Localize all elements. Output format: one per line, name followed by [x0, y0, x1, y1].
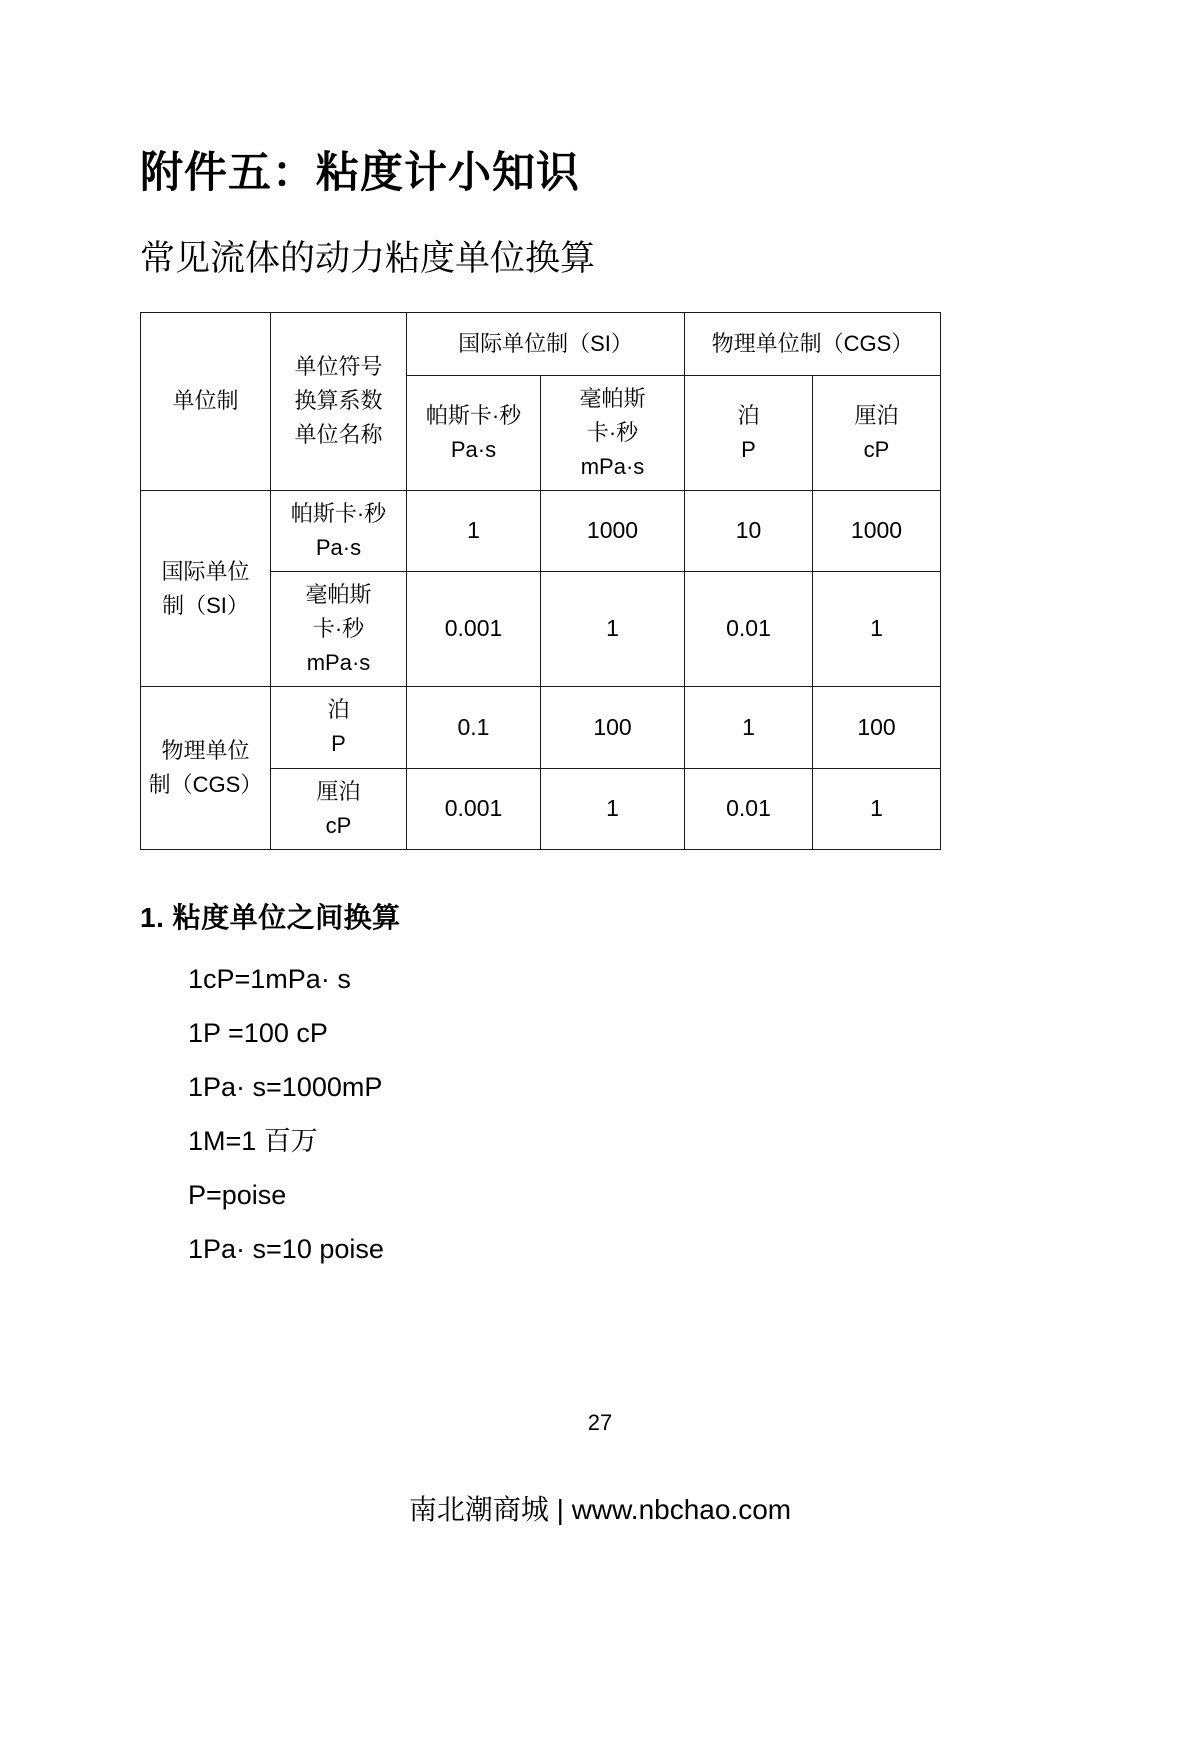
cell-cp-to-pas: 0.001 — [407, 768, 541, 849]
row-unit-millipascal-second-name2: 卡·秒 — [312, 616, 365, 642]
header-col-poise-name: 泊 — [737, 402, 760, 428]
row-unit-poise-symbol: P — [331, 731, 346, 757]
cell-pas-to-pas: 1 — [407, 490, 541, 571]
row-unit-poise — [271, 687, 407, 768]
header-col-millipascal-second-name2: 卡·秒 — [586, 419, 639, 445]
page-number: 27 — [587, 1410, 613, 1435]
corner-line-conversion-factor: 换算系数 — [294, 388, 383, 414]
rowgroup-label-si — [141, 490, 271, 686]
header-cell-corner-stack — [271, 312, 407, 490]
cell-cp-to-mpas: 1 — [541, 768, 685, 849]
header-col-millipascal-second-symbol: mPa·s — [580, 453, 645, 479]
header-col-poise — [685, 375, 813, 490]
header-col-pascal-second — [407, 375, 541, 490]
header-group-si: 国际单位制（SI） — [407, 312, 685, 375]
header-group-cgs: 物理单位制（CGS） — [685, 312, 941, 375]
cell-pas-to-cp: 1000 — [813, 490, 941, 571]
page-subtitle: 常见流体的动力粘度单位换算 — [140, 238, 596, 278]
cell-p-to-cp: 100 — [813, 687, 941, 768]
corner-line-unit-name: 单位名称 — [294, 422, 383, 448]
row-unit-centipoise — [271, 768, 407, 849]
row-unit-pascal-second-name: 帕斯卡·秒 — [290, 500, 387, 526]
cell-pas-to-p: 10 — [685, 490, 813, 571]
row-unit-poise-name: 泊 — [327, 697, 350, 723]
page-footer: 南北潮商城 | www.nbchao.com — [408, 1494, 792, 1525]
cell-pas-to-mpas: 1000 — [541, 490, 685, 571]
system-label-text: 单位制 — [172, 388, 239, 414]
table-row — [141, 687, 941, 768]
cell-cp-to-cp: 1 — [813, 768, 941, 849]
list-item: P=poise — [188, 1179, 287, 1210]
table-header-group-row — [141, 312, 941, 375]
cell-p-to-p: 1 — [685, 687, 813, 768]
cell-mpas-to-pas: 0.001 — [407, 572, 541, 687]
header-col-poise-symbol: P — [741, 436, 756, 462]
cell-mpas-to-cp: 1 — [813, 572, 941, 687]
rowgroup-label-si-line1: 国际单位 — [161, 558, 250, 584]
header-cell-system-label — [141, 312, 271, 490]
row-unit-millipascal-second-symbol: mPa·s — [306, 650, 371, 676]
rowgroup-label-cgs-line1: 物理单位 — [161, 737, 250, 763]
row-unit-centipoise-name: 厘泊 — [316, 778, 361, 804]
row-unit-millipascal-second-name1: 毫帕斯 — [305, 582, 372, 608]
list-item: 1M=1 百万 — [188, 1125, 318, 1156]
table-row — [141, 490, 941, 571]
list-item: 1cP=1mPa· s — [188, 963, 351, 994]
header-col-millipascal-second — [541, 375, 685, 490]
row-unit-pascal-second-symbol: Pa·s — [315, 534, 362, 560]
row-unit-millipascal-second — [271, 572, 407, 687]
viscosity-conversion-table — [140, 312, 941, 850]
header-col-millipascal-second-name1: 毫帕斯 — [579, 385, 646, 411]
rowgroup-label-cgs — [141, 687, 271, 849]
page-title: 附件五：粘度计小知识 — [140, 149, 580, 197]
header-col-pascal-second-name: 帕斯卡·秒 — [425, 402, 522, 428]
rowgroup-label-si-line2: 制（SI） — [162, 592, 249, 618]
header-col-centipoise — [813, 375, 941, 490]
cell-cp-to-p: 0.01 — [685, 768, 813, 849]
corner-line-unit-symbol: 单位符号 — [294, 354, 383, 380]
header-col-pascal-second-symbol: Pa·s — [450, 436, 497, 462]
formula-list — [140, 936, 1060, 1276]
rowgroup-label-cgs-line2: 制（CGS） — [148, 772, 263, 798]
row-unit-centipoise-symbol: cP — [325, 812, 352, 838]
cell-p-to-pas: 0.1 — [407, 687, 541, 768]
list-item: 1P =100 cP — [188, 1017, 328, 1048]
cell-mpas-to-p: 0.01 — [685, 572, 813, 687]
section-heading-unit-conversion: 1. 粘度单位之间换算 — [140, 901, 401, 933]
row-unit-pascal-second — [271, 490, 407, 571]
header-col-centipoise-symbol: cP — [863, 436, 890, 462]
list-item: 1Pa· s=10 poise — [188, 1233, 384, 1264]
cell-mpas-to-mpas: 1 — [541, 572, 685, 687]
list-item: 1Pa· s=1000mP — [188, 1071, 383, 1102]
cell-p-to-mpas: 100 — [541, 687, 685, 768]
header-col-centipoise-name: 厘泊 — [854, 402, 899, 428]
